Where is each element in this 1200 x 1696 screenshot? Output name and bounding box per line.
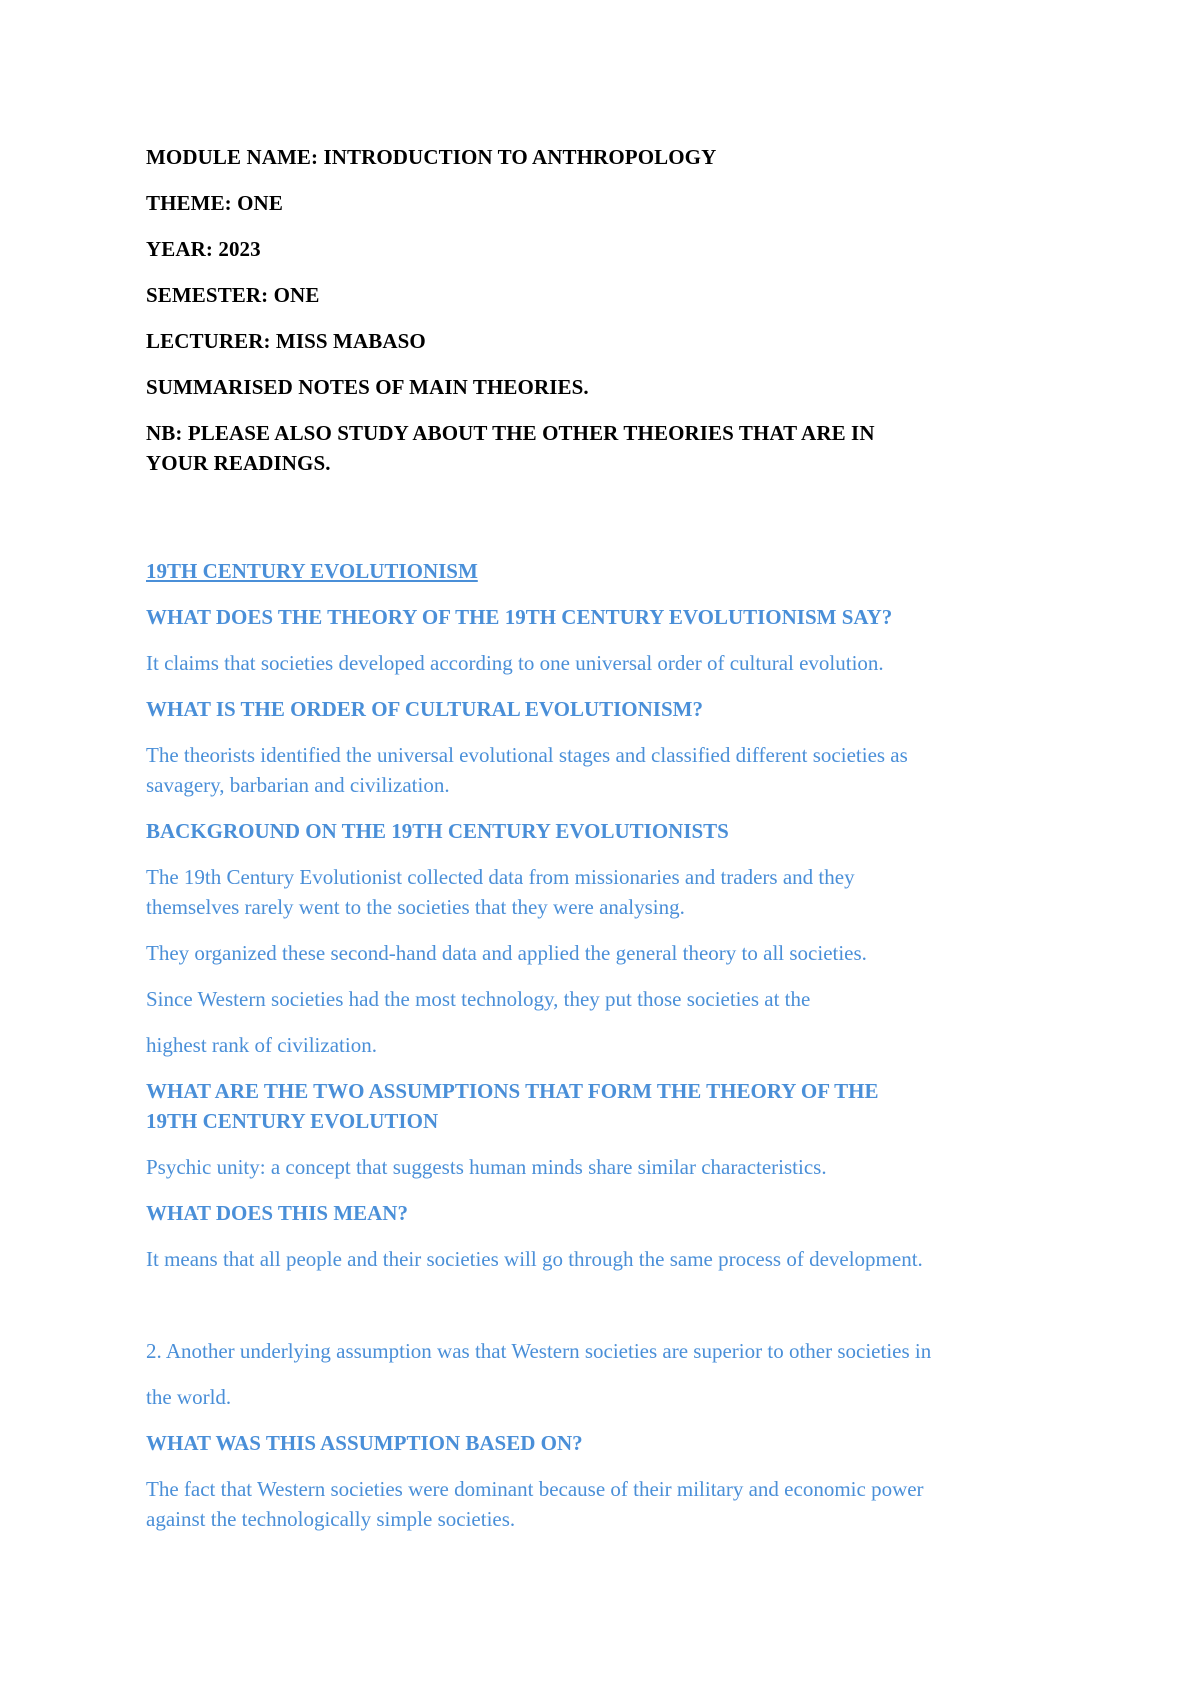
question-assumptions-line1: WHAT ARE THE TWO ASSUMPTIONS THAT FORM THE THEORY OF THE (146, 1079, 879, 1103)
assumption-two-p1: 2. Another underlying assumption was that Western societies are superior to other societies in (146, 1339, 932, 1363)
answer-theory: It claims that societies developed according to one universal order of cultural evolution. (146, 651, 884, 675)
question-theory: WHAT DOES THE THEORY OF THE 19TH CENTURY EVOLUTIONISM SAY? (146, 605, 893, 629)
answer-basis (146, 1474, 1066, 1534)
answer-order-line2: savagery, barbarian and civilization. (146, 773, 450, 797)
document-page (146, 142, 1066, 1550)
nb-note (146, 418, 1066, 478)
answer-background-p1 (146, 862, 1066, 922)
theme-line: THEME: ONE (146, 191, 283, 215)
answer-background-line1: The 19th Century Evolutionist collected data from missionaries and traders and they (146, 865, 855, 889)
answer-background-p3: Since Western societies had the most technology, they put those societies at the (146, 987, 811, 1011)
answer-order-line1: The theorists identified the universal evolutional stages and classified different societies as (146, 743, 908, 767)
question-order: WHAT IS THE ORDER OF CULTURAL EVOLUTIONISM? (146, 697, 703, 721)
question-assumptions (146, 1076, 1066, 1136)
assumption-two-p2: the world. (146, 1385, 232, 1409)
year-line: YEAR: 2023 (146, 237, 261, 261)
nb-note-line2: YOUR READINGS. (146, 451, 331, 475)
evolutionism-section (146, 556, 1066, 1534)
paragraph-gap (146, 1290, 1066, 1336)
question-meaning: WHAT DOES THIS MEAN? (146, 1201, 408, 1225)
lecturer-line: LECTURER: MISS MABASO (146, 329, 426, 353)
nb-note-line1: NB: PLEASE ALSO STUDY ABOUT THE OTHER THEORIES THAT ARE IN (146, 421, 875, 445)
question-basis: WHAT WAS THIS ASSUMPTION BASED ON? (146, 1431, 583, 1455)
section-title: 19TH CENTURY EVOLUTIONISM (146, 559, 478, 583)
answer-psychic-unity: Psychic unity: a concept that suggests human minds share similar characteristics. (146, 1155, 827, 1179)
answer-basis-line2: against the technologically simple societies. (146, 1507, 516, 1531)
answer-basis-line1: The fact that Western societies were dominant because of their military and economic power (146, 1477, 924, 1501)
answer-meaning: It means that all people and their societies will go through the same process of development. (146, 1247, 923, 1271)
semester-line: SEMESTER: ONE (146, 283, 320, 307)
question-assumptions-line2: 19TH CENTURY EVOLUTION (146, 1109, 439, 1133)
answer-background-line2: themselves rarely went to the societies that they were analysing. (146, 895, 685, 919)
module-name: MODULE NAME: INTRODUCTION TO ANTHROPOLOGY (146, 145, 717, 169)
answer-background-p2: They organized these second-hand data and applied the general theory to all societies. (146, 941, 867, 965)
question-background: BACKGROUND ON THE 19TH CENTURY EVOLUTIONISTS (146, 819, 729, 843)
answer-order (146, 740, 1066, 800)
summary-line: SUMMARISED NOTES OF MAIN THEORIES. (146, 375, 589, 399)
answer-background-p4: highest rank of civilization. (146, 1033, 377, 1057)
